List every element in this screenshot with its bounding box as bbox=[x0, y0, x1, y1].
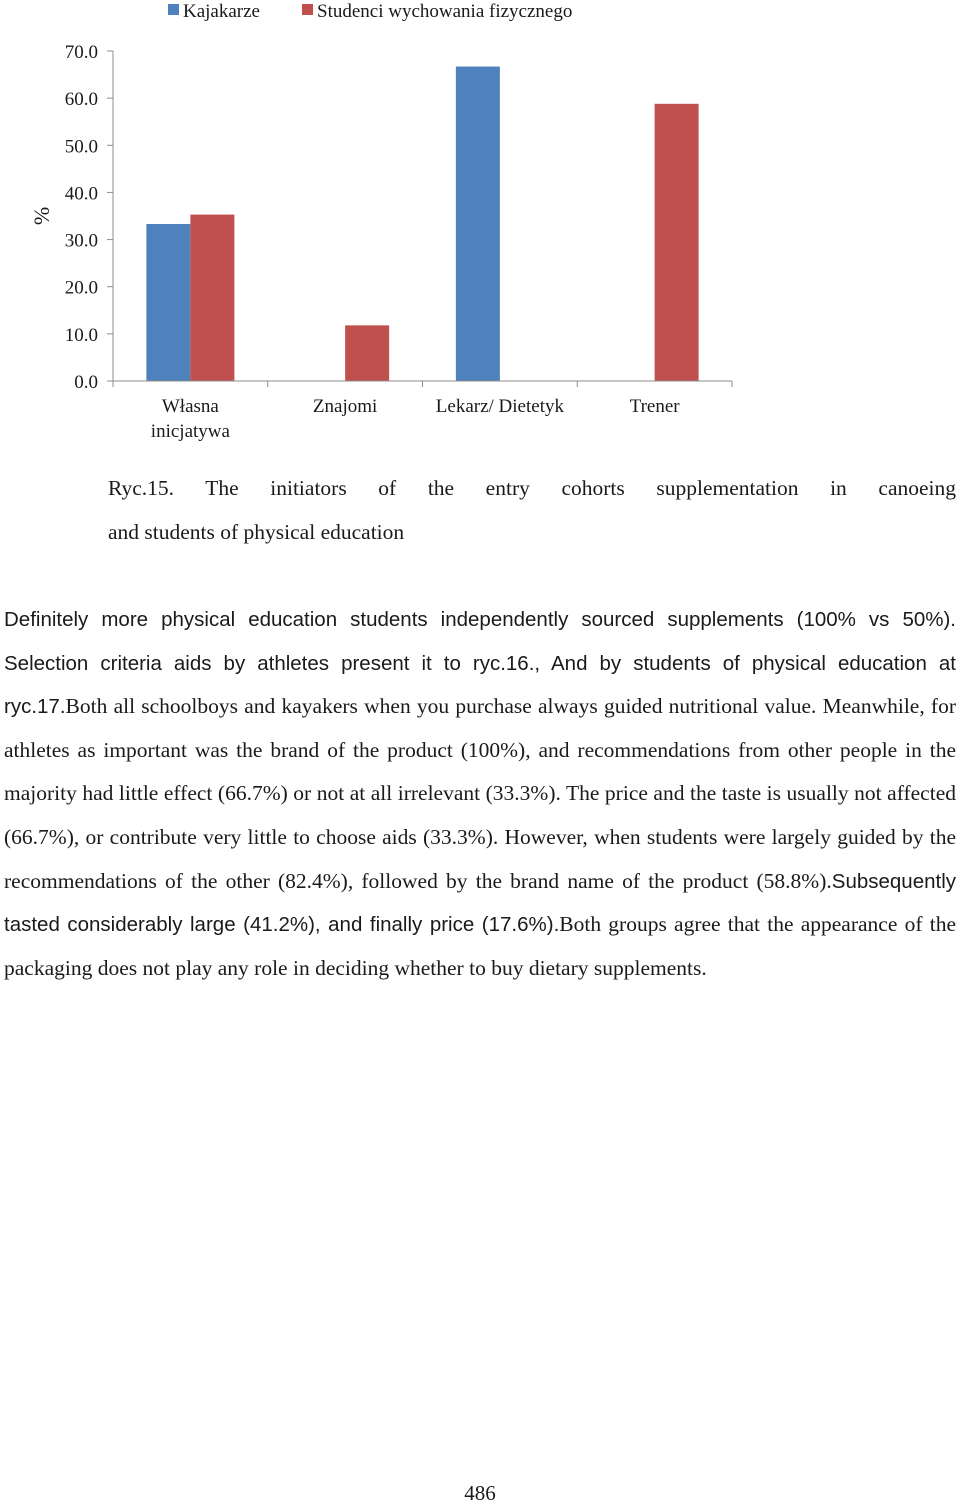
x-tick-label: Trener bbox=[629, 396, 680, 417]
bar-chart bbox=[0, 0, 960, 450]
bar bbox=[146, 224, 190, 381]
legend-swatch bbox=[302, 4, 313, 15]
figure-caption bbox=[108, 466, 956, 554]
caption-line-1: Ryc.15. The initiators of the entry cohorts supplementation in canoeing bbox=[108, 476, 956, 500]
bar bbox=[456, 67, 500, 381]
y-tick-label: 60.0 bbox=[64, 89, 98, 111]
y-tick-label: 20.0 bbox=[64, 277, 98, 299]
y-tick-label: 0.0 bbox=[74, 372, 98, 393]
y-axis-label: % bbox=[29, 206, 54, 226]
y-tick-label: 10.0 bbox=[64, 324, 98, 346]
bar bbox=[345, 325, 389, 381]
legend-label: Kajakarze bbox=[183, 1, 260, 22]
caption-line-2: and students of physical education bbox=[108, 520, 405, 544]
y-tick-label: 70.0 bbox=[64, 42, 98, 63]
page-number: 486 bbox=[464, 1481, 496, 1505]
y-tick-label: 50.0 bbox=[64, 136, 98, 158]
y-tick-label: 30.0 bbox=[64, 230, 98, 252]
body-text-part-2: Both all schoolboys and kayakers when you purchase always guided nutritional value. Meanwhile, for athletes as important was the brand of the product (100%), and recommendations from other people in the majority had little effect (66.7%) or not at all irrelevant (33.3%). The price and the taste is usually not affected (66.7%), or contribute very little to choose aids (33.3%). However, when students were largely guided by the recommendations of the other (82.4%), followed by the brand name of the product (58.8%). bbox=[4, 694, 956, 893]
body-paragraph bbox=[4, 598, 956, 990]
x-tick-label: inicjatywa bbox=[150, 421, 230, 442]
body-text-part-4: Both groups agree that the appearance of the packaging does not play any role in deciding whether to buy dietary supplements. bbox=[4, 912, 956, 980]
bar bbox=[190, 215, 234, 381]
body-text-part-1: Definitely more physical education students independently sourced supplements (100% vs 50%). Selection criteria aids by athletes present it to ryc.16., And by students of physical education at ryc.17. bbox=[4, 608, 956, 719]
bar bbox=[655, 104, 699, 381]
legend-label: Studenci wychowania fizycznego bbox=[317, 1, 573, 22]
y-tick-label: 40.0 bbox=[64, 183, 98, 205]
legend-swatch bbox=[168, 4, 179, 15]
y-axis bbox=[65, 42, 113, 393]
x-tick-label: Znajomi bbox=[312, 396, 378, 417]
x-axis bbox=[113, 381, 732, 442]
x-tick-label: Lekarz/ Dietetyk bbox=[435, 396, 564, 417]
chart-bars bbox=[146, 67, 698, 381]
chart-legend bbox=[168, 1, 572, 22]
body-text-part-3: Subsequently tasted considerably large (41.2%), and finally price (17.6%). bbox=[4, 869, 956, 937]
x-tick-label: Własna bbox=[161, 396, 219, 417]
